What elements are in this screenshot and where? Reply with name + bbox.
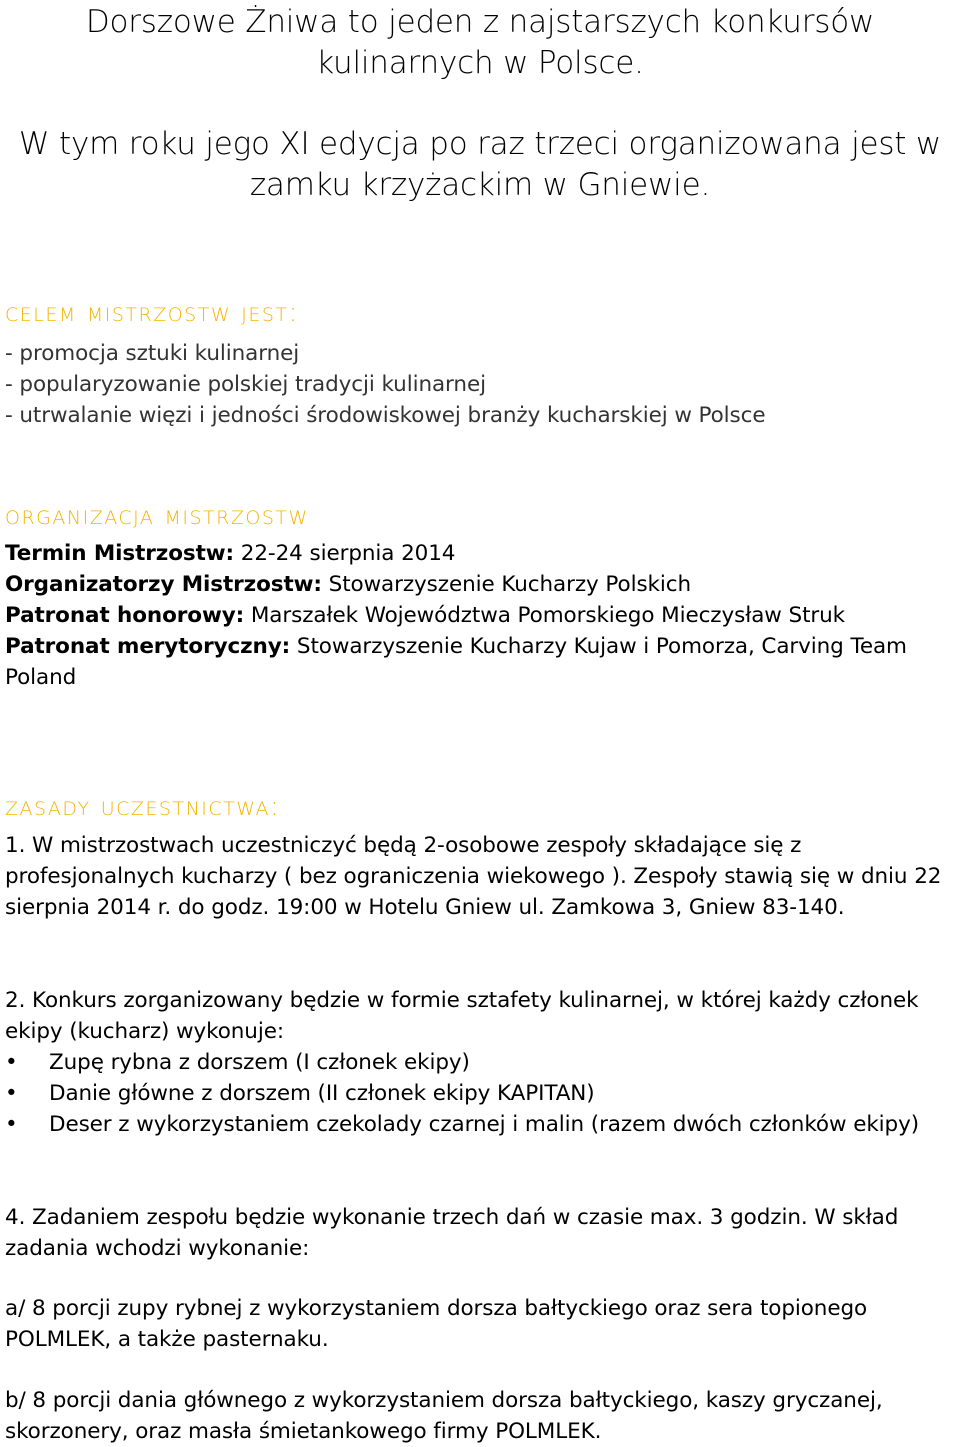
- rules-pb: [5, 1385, 955, 1447]
- list-item: • Zupę rybna z dorszem (I członek ekipy): [5, 1047, 955, 1078]
- row-label: Patronat honorowy:: [5, 603, 245, 628]
- dish-list: [5, 1047, 955, 1140]
- organization-heading: organizacja mistrzostw: [5, 500, 309, 531]
- row-label: Termin Mistrzostw:: [5, 541, 235, 566]
- goals-list: [5, 338, 955, 431]
- row-label: Organizatorzy Mistrzostw:: [5, 572, 322, 597]
- goals-heading: celem mistrzostw jest:: [5, 297, 300, 328]
- organization-row: [5, 600, 955, 631]
- intro-line-1: Dorszowe Żniwa to jeden z najstarszych konkursów kulinarnych w Polsce.: [85, 4, 875, 81]
- row-value: Marszałek Województwa Pomorskiego Mieczysław Struk: [244, 603, 846, 628]
- intro-block-2: [0, 124, 960, 206]
- row-label: Patronat merytoryczny:: [5, 634, 291, 659]
- rules-heading: zasady uczestnictwa:: [5, 791, 281, 822]
- rules-paragraph-1: 1. W mistrzostwach uczestniczyć będą 2-osobowe zespoły składające się z profesjonalnych kucharzy ( bez ograniczenia wiekowego ). Zespoły stawią się w dniu 22 sierpnia 2014 r. do godz. 19:00 w Hotelu Gniew ul. Zamkowa 3, Gniew 83-140.: [5, 833, 942, 920]
- goal-item: - utrwalanie więzi i jedności środowiskowej branży kucharskiej w Polsce: [5, 403, 766, 428]
- organization-details: [5, 538, 955, 693]
- intro-block: [0, 2, 960, 84]
- rules-pa: [5, 1293, 955, 1355]
- intro-line-2: W tym roku jego XI edycja po raz trzeci organizowana jest w zamku krzyżackim w Gniewie.: [18, 126, 942, 203]
- rules-p4: [5, 1202, 955, 1264]
- row-value: Stowarzyszenie Kucharzy Polskich: [321, 572, 692, 597]
- rules-paragraph-a: a/ 8 porcji zupy rybnej z wykorzystaniem dorsza bałtyckiego oraz sera topionego POLMLEK, a także pasternaku.: [5, 1296, 868, 1352]
- rules-paragraph-4: 4. Zadaniem zespołu będzie wykonanie trzech dań w czasie max. 3 godzin. W skład zadania wchodzi wykonanie:: [5, 1205, 899, 1261]
- goal-item: - popularyzowanie polskiej tradycji kulinarnej: [5, 372, 486, 397]
- row-value: 22-24 sierpnia 2014: [234, 541, 456, 566]
- list-item: • Deser z wykorzystaniem czekolady czarnej i malin (razem dwóch członków ekipy): [5, 1109, 955, 1140]
- rules-paragraph-2: 2. Konkurs zorganizowany będzie w formie sztafety kulinarnej, w której każdy członek ekipy (kucharz) wykonuje:: [5, 988, 919, 1044]
- goal-item: - promocja sztuki kulinarnej: [5, 341, 300, 366]
- organization-row: [5, 569, 955, 600]
- rules-p1: [5, 830, 955, 923]
- organization-row: [5, 631, 955, 693]
- list-item: • Danie główne z dorszem (II członek ekipy KAPITAN): [5, 1078, 955, 1109]
- rules-p2: [5, 985, 955, 1140]
- organization-row: [5, 538, 955, 569]
- rules-paragraph-b: b/ 8 porcji dania głównego z wykorzystaniem dorsza bałtyckiego, kaszy gryczanej, skorzonery, oraz masła śmietankowego firmy POLMLEK.: [5, 1388, 883, 1444]
- row-value: Stowarzyszenie Kucharzy Kujaw i Pomorza, Carving Team Poland: [5, 634, 907, 690]
